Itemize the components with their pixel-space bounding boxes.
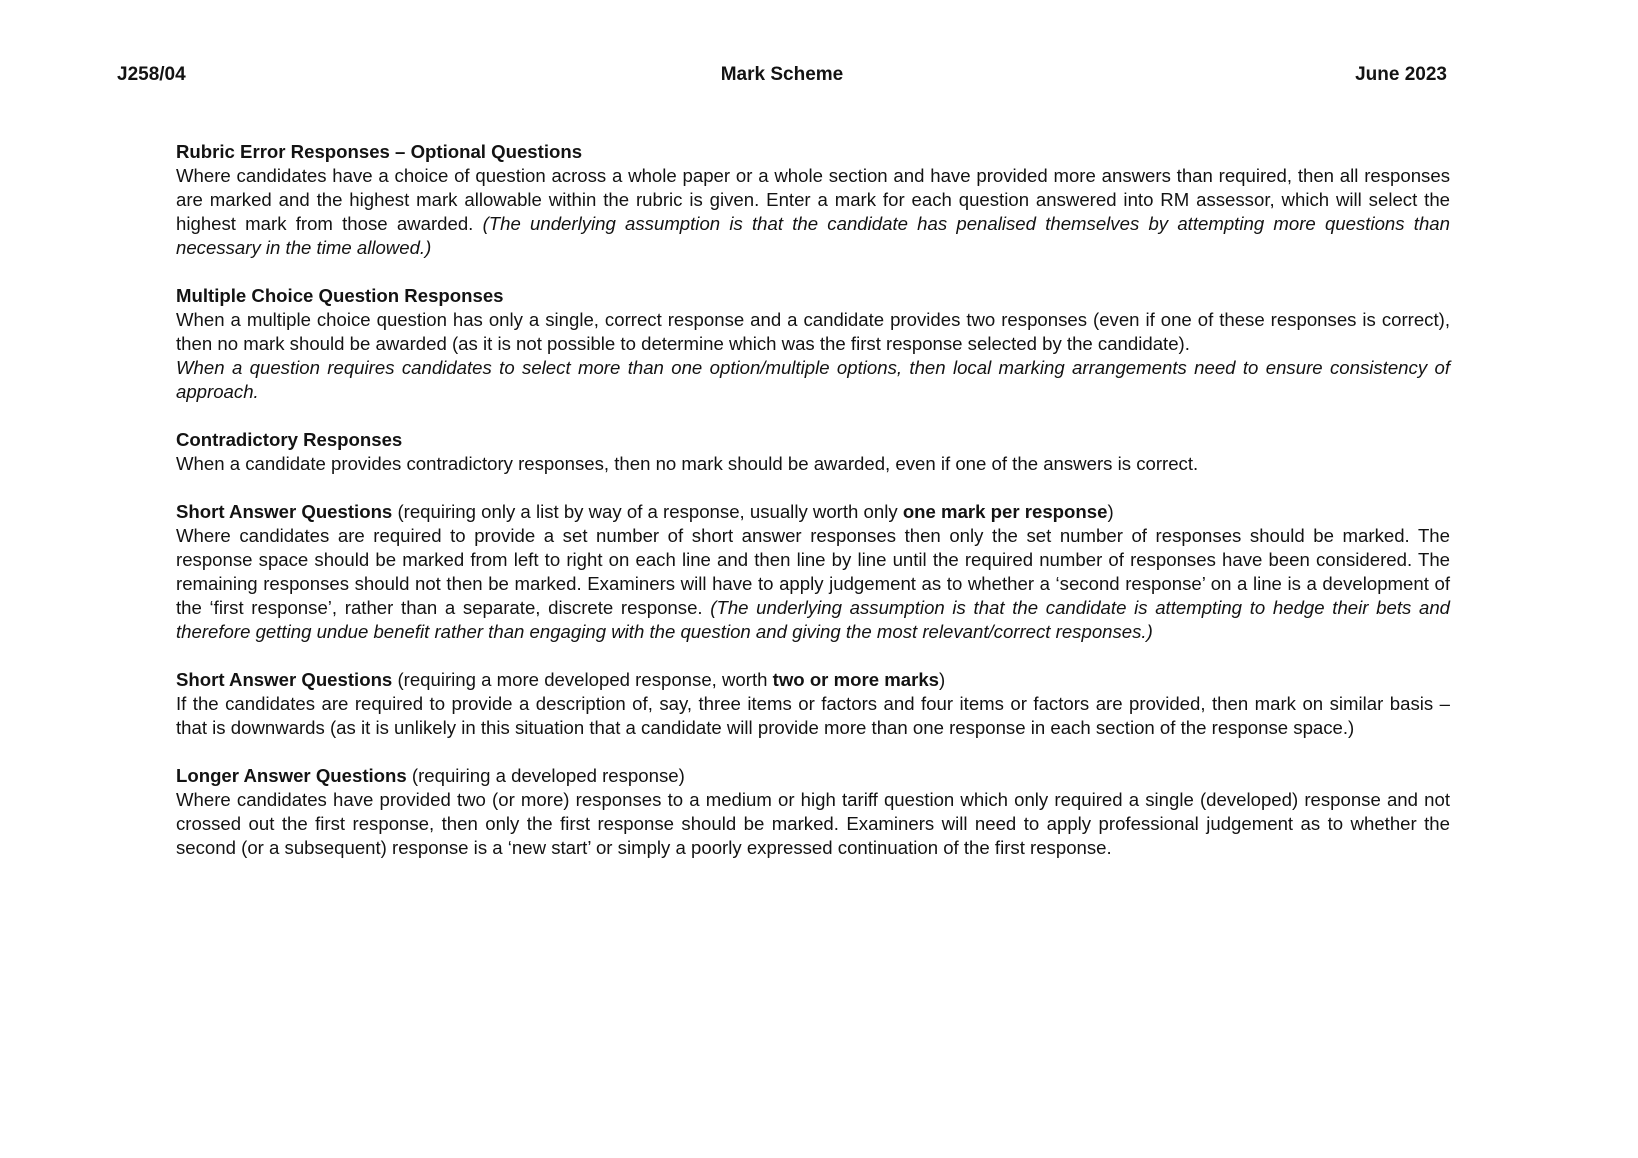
heading-text: Multiple Choice Question Responses [176, 285, 504, 306]
heading-text: (requiring a more developed response, worth [392, 669, 773, 690]
paragraph-text-italic: (The underlying assumption is that the candidate is attempting to hedge their bets and therefore getting undue benefit rather than engaging with the question and giving the most relevant/correct responses.) [176, 597, 1450, 642]
paragraph-text: Where candidates are required to provide a set number of short answer responses then only the set number of responses should be marked. The response space should be marked from left to right on each line and then line by line until the required number of responses have been considered. The remaining responses should not then be marked. Examiners will have to apply judgement as to whether a ‘second response’ on a line is a development of the ‘first response’, rather than a separate, discrete response. [176, 525, 1450, 618]
page-title: Mark Scheme [720, 64, 844, 85]
section-longer-answer-questions [176, 764, 1450, 860]
paragraph-text: If the candidates are required to provide a description of, say, three items or factors and four items or factors are provided, then mark on similar basis – that is downwards (as it is unlikely in this situation that a candidate will provide more than one response in each section of the response space.) [176, 693, 1450, 738]
heading-text: (requiring only a list by way of a response, usually worth only [392, 501, 903, 522]
heading-text: Contradictory Responses [176, 429, 403, 450]
section-heading [176, 140, 1450, 164]
section-short-answer-questions-developed [176, 668, 1450, 740]
paragraph [176, 164, 1450, 260]
paragraph-text: Where candidates have a choice of question across a whole paper or a whole section and have provided more answers than required, then all responses are marked and the highest mark allowable within the rubric is given. Enter a mark for each question answered into RM assessor, which will select the highest mark from those awarded. [176, 165, 1450, 234]
paragraph-text-italic: (The underlying assumption is that the candidate has penalised themselves by attempting more questions than necessary in the time allowed.) [176, 213, 1450, 258]
paragraph [176, 788, 1450, 860]
heading-text: two or more marks [772, 669, 940, 690]
paragraph-text: Where candidates have provided two (or more) responses to a medium or high tariff question which only required a single (developed) response and not crossed out the first response, then only the first response should be marked. Examiners will need to apply professional judgement as to whether the second (or a subsequent) response is a ‘new start’ or simply a poorly expressed continuation of the first response. [176, 789, 1450, 858]
section-heading [176, 428, 1450, 452]
paragraph [176, 692, 1450, 740]
heading-text: one mark per response [902, 501, 1108, 522]
section-short-answer-questions-list [176, 500, 1450, 644]
section-rubric-error-responses [176, 140, 1450, 260]
heading-text: (requiring a developed response) [406, 765, 685, 786]
heading-text: ) [1107, 501, 1114, 522]
paragraph [176, 356, 1450, 404]
section-multiple-choice-question-responses [176, 284, 1450, 404]
heading-text: ) [939, 669, 946, 690]
heading-text: Short Answer Questions [176, 669, 393, 690]
page-header [117, 64, 1447, 86]
heading-text: Longer Answer Questions [176, 765, 407, 786]
heading-text: Short Answer Questions [176, 501, 393, 522]
section-heading [176, 500, 1450, 524]
doc-code: J258/04 [117, 64, 186, 85]
paragraph [176, 524, 1450, 644]
paragraph [176, 452, 1450, 476]
doc-date: June 2023 [1355, 64, 1447, 85]
document-body [176, 140, 1450, 884]
section-heading [176, 668, 1450, 692]
paragraph-text: When a multiple choice question has only a single, correct response and a candidate provides two responses (even if one of these responses is correct), then no mark should be awarded (as it is not possible to determine which was the first response selected by the candidate). [176, 309, 1450, 354]
paragraph-text: When a candidate provides contradictory responses, then no mark should be awarded, even if one of the answers is correct. [176, 453, 1199, 474]
paragraph [176, 308, 1450, 356]
section-contradictory-responses [176, 428, 1450, 476]
paragraph-text-italic: When a question requires candidates to select more than one option/multiple options, then local marking arrangements need to ensure consistency of approach. [176, 357, 1450, 402]
section-heading [176, 764, 1450, 788]
section-heading [176, 284, 1450, 308]
heading-text: Rubric Error Responses – Optional Questions [176, 141, 583, 162]
